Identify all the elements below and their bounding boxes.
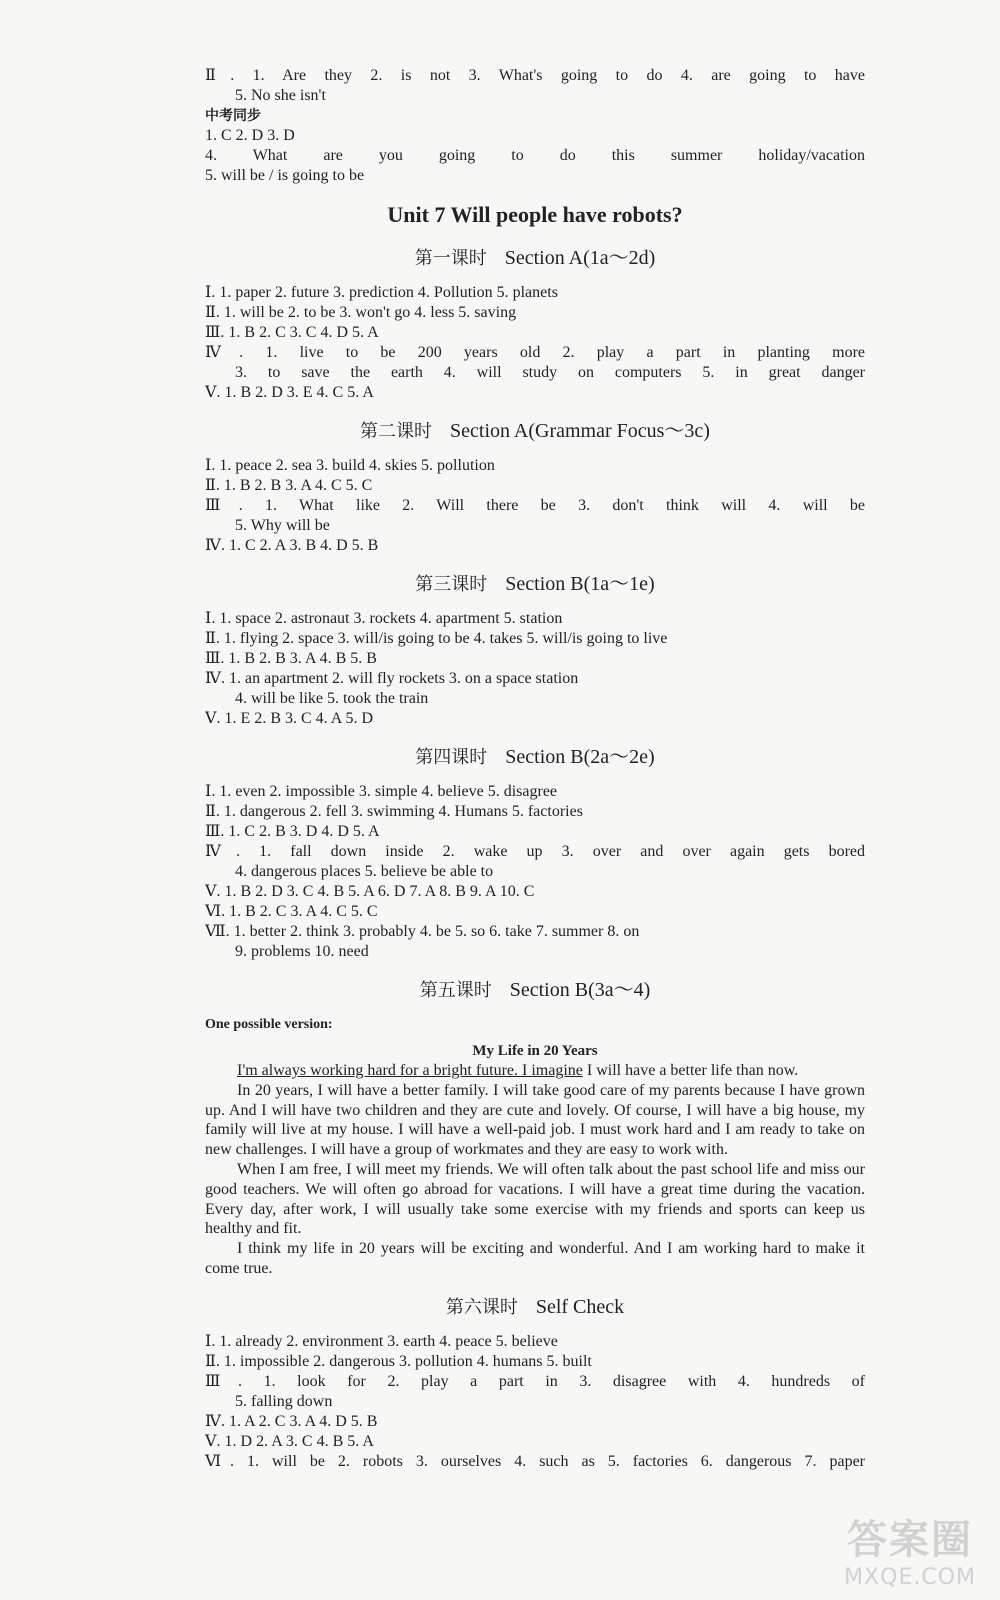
answer-line: Ⅱ. 1. B 2. B 3. A 4. C 5. C — [205, 477, 373, 494]
essay-title: My Life in 20 Years — [472, 1043, 598, 1059]
watermark — [844, 1508, 976, 1590]
answer-line: Ⅲ. 1. What like 2. Will there be 3. don't think will 4. will be — [205, 497, 865, 514]
answer-line: 5. Why will be — [235, 517, 330, 534]
lesson-number: 第五课时 — [419, 980, 492, 1001]
lesson-section: Section B(3a～4) — [509, 979, 651, 1001]
answer-line: 5. falling down — [235, 1392, 333, 1410]
answer-page — [205, 66, 865, 1472]
answer-line: Ⅰ. 1. already 2. environment 3. earth 4. peace 5. believe — [205, 1332, 558, 1350]
lesson-heading — [205, 976, 865, 1005]
lesson-number: 第四课时 — [415, 747, 488, 768]
answer-line: Ⅳ. 1. fall down inside 2. wake up 3. over and over again gets bored — [205, 843, 865, 860]
answer-line: Ⅶ. 1. better 2. think 3. probably 4. be 5. so 6. take 7. summer 8. on — [205, 923, 640, 940]
essay-paragraph: When I am free, I will meet my friends. We will often talk about the past school life and miss our good teachers. We will often go abroad for vacations. I will have a great time during the vacation. Every day, after work, I will usually take some exercise with my friends and sports can keep us healthy and fit. — [205, 1160, 865, 1238]
lesson-heading — [205, 743, 865, 772]
answer-line: Ⅳ. 1. an apartment 2. will fly rockets 3. on a space station — [205, 670, 579, 687]
answer-line: Ⅳ. 1. C 2. A 3. B 4. D 5. B — [205, 537, 379, 554]
lesson-heading — [205, 244, 865, 273]
zhongkao-heading: 中考同步 — [205, 108, 261, 124]
answer-line: 4. What are you going to do this summer holiday/vacation — [205, 147, 865, 164]
lesson-section: Section B(1a～1e) — [505, 573, 655, 595]
answer-line: Ⅲ. 1. look for 2. play a part in 3. disagree with 4. hundreds of — [205, 1372, 865, 1390]
underlined-text: I'm always working hard for a bright future. I imagine — [237, 1062, 583, 1079]
essay-paragraph: In 20 years, I will have a better family. I will take good care of my parents because I have grown up. And I will have two children and they are cute and lovely. Of course, I will have a big house, my family will live at my house. I will have a well-paid job. I must work hard and I am ready to take on new challenges. I will have a group of workmates and they are easy to work with. — [205, 1081, 865, 1159]
essay-paragraph — [205, 1061, 865, 1081]
answer-line: 4. dangerous places 5. believe be able to — [235, 863, 494, 880]
watermark-url: MXQE.COM — [844, 1565, 976, 1590]
answer-line: 9. problems 10. need — [235, 943, 369, 960]
essay-paragraph: I think my life in 20 years will be exciting and wonderful. And I am working hard to make it come true. — [205, 1240, 865, 1277]
answer-line: Ⅲ. 1. B 2. B 3. A 4. B 5. B — [205, 650, 377, 667]
answer-line: 5. No she isn't — [235, 87, 326, 104]
lesson-heading — [205, 417, 865, 446]
answer-line: Ⅴ. 1. D 2. A 3. C 4. B 5. A — [205, 1432, 374, 1450]
answer-line: 5. will be / is going to be — [205, 167, 365, 184]
answer-line: Ⅱ. 1. will be 2. to be 3. won't go 4. less 5. saving — [205, 304, 517, 321]
lesson-section: Self Check — [535, 1295, 625, 1318]
answer-line: Ⅲ. 1. B 2. C 3. C 4. D 5. A — [205, 324, 379, 341]
answer-line: Ⅴ. 1. B 2. D 3. C 4. B 5. A 6. D 7. A 8. B 9. A 10. C — [205, 883, 535, 900]
essay-label: One possible version: — [205, 1017, 333, 1032]
answer-line: Ⅳ. 1. A 2. C 3. A 4. D 5. B — [205, 1412, 378, 1430]
lesson-section: Section A(1a～2d) — [504, 247, 656, 269]
answer-line: Ⅴ. 1. B 2. D 3. E 4. C 5. A — [205, 384, 374, 401]
answer-line: Ⅱ. 1. Are they 2. is not 3. What's going to do 4. are going to have — [205, 67, 865, 84]
answer-line: Ⅱ. 1. dangerous 2. fell 3. swimming 4. Humans 5. factories — [205, 803, 583, 820]
lesson-section: Section B(2a～2e) — [505, 746, 655, 768]
answer-line: Ⅱ. 1. flying 2. space 3. will/is going to be 4. takes 5. will/is going to live — [205, 630, 668, 647]
lesson-number: 第三课时 — [415, 574, 488, 595]
answer-line: Ⅵ. 1. will be 2. robots 3. ourselves 4. such as 5. factories 6. dangerous 7. paper — [205, 1452, 865, 1470]
answer-line: Ⅲ. 1. C 2. B 3. D 4. D 5. A — [205, 823, 380, 840]
answer-line: Ⅰ. 1. paper 2. future 3. prediction 4. Pollution 5. planets — [205, 284, 558, 301]
answer-line: Ⅵ. 1. B 2. C 3. A 4. C 5. C — [205, 903, 378, 920]
unit-title: Unit 7 Will people have robots? — [387, 202, 683, 227]
watermark-logo: 答案圈 — [847, 1517, 974, 1563]
essay-text: I will have a better life than now. — [582, 1062, 799, 1079]
lesson-heading — [205, 1293, 865, 1322]
lesson-number: 第二课时 — [360, 421, 433, 442]
answer-line: 1. C 2. D 3. D — [205, 127, 295, 144]
answer-line: Ⅰ. 1. even 2. impossible 3. simple 4. believe 5. disagree — [205, 783, 558, 800]
lesson-number: 第一课时 — [414, 248, 487, 269]
lesson-section: Section A(Grammar Focus～3c) — [450, 420, 710, 442]
answer-line: Ⅱ. 1. impossible 2. dangerous 3. pollution 4. humans 5. built — [205, 1352, 592, 1370]
top-section — [205, 66, 865, 186]
answer-line: Ⅴ. 1. E 2. B 3. C 4. A 5. D — [205, 710, 374, 727]
lesson-heading — [205, 570, 865, 599]
answer-line: Ⅰ. 1. space 2. astronaut 3. rockets 4. apartment 5. station — [205, 610, 563, 627]
answer-line: Ⅳ. 1. live to be 200 years old 2. play a part in planting more — [205, 344, 865, 361]
lesson-number: 第六课时 — [445, 1296, 518, 1318]
answer-line: 3. to save the earth 4. will study on computers 5. in great danger — [235, 364, 865, 381]
answer-line: 4. will be like 5. took the train — [235, 690, 429, 707]
answer-line: Ⅰ. 1. peace 2. sea 3. build 4. skies 5. pollution — [205, 457, 495, 474]
